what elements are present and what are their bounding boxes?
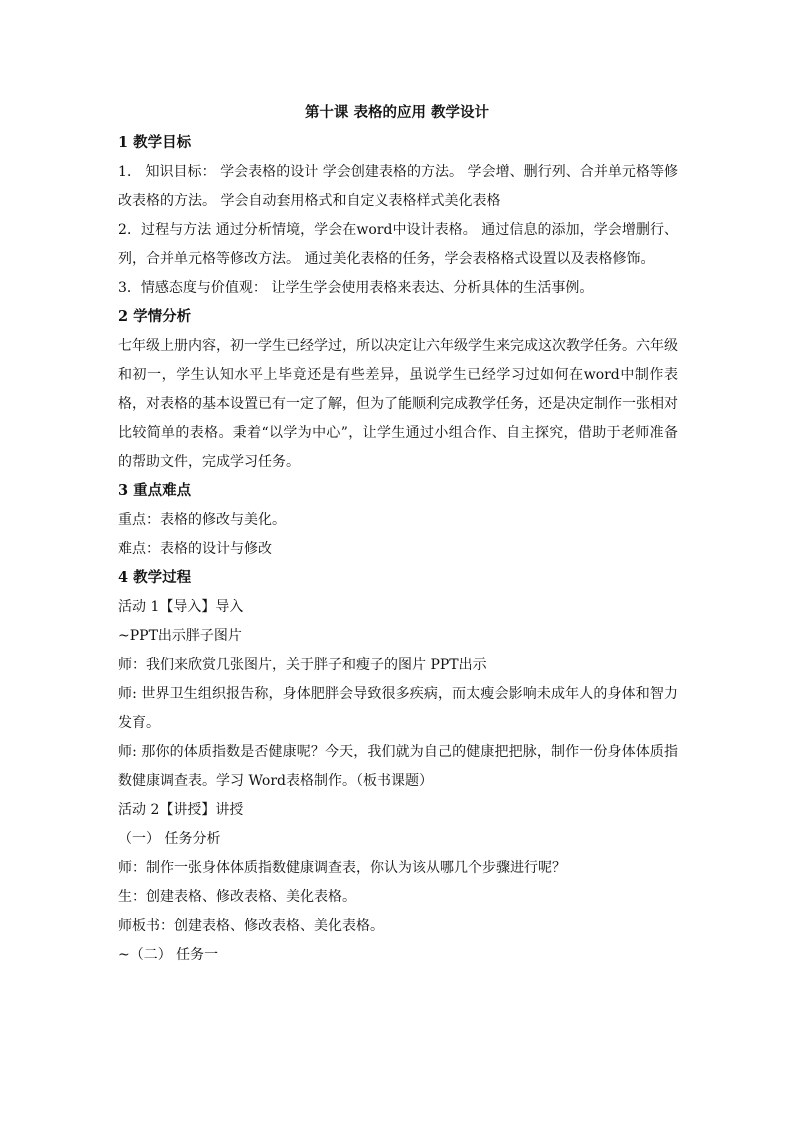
paragraph-ppt-show: ~PPT出示胖子图片 (118, 628, 242, 644)
paragraph-student-answer: 生：创建表格、修改表格、美化表格。 (118, 889, 356, 905)
section-heading-objectives: 1 教学目标 (118, 134, 192, 151)
paragraph-key-point: 重点：表格的修改与美化。 (118, 512, 286, 528)
paragraph-task-one: ~（二） 任务一 (118, 947, 219, 963)
paragraph-teacher-question: 师：制作一张身体体质指数健康调查表，你认为该从哪几个步骤进行呢？ (118, 860, 566, 876)
document-title: 第十课 表格的应用 教学设计 (304, 104, 490, 121)
paragraph-teacher-who: 师: 世界卫生组织报告称，身体肥胖会导致很多疾病，而太瘦会影响未成年人的身体和智力发育。 (118, 685, 678, 731)
paragraph-teacher-images: 师：我们来欣赏几张图片，关于胖子和瘦子的图片 PPT出示 (118, 657, 487, 673)
paragraph-activity-1: 活动 1【导入】导入 (118, 599, 244, 615)
paragraph-knowledge-goal: 1． 知识目标： 学会表格的设计 学会创建表格的方法。 学会增、删行列、合并单元格等修改表格的方法。 学会自动套用格式和自定义表格样式美化表格 (118, 163, 678, 209)
section-heading-teaching-process: 4 教学过程 (118, 569, 192, 586)
document-body (118, 133, 678, 974)
paragraph-activity-2: 活动 2【讲授】讲授 (118, 802, 244, 818)
paragraph-teacher-bmi: 师: 那你的体质指数是否健康呢？今天，我们就为自己的健康把把脉，制作一份身体体质指数健康调查表。学习 Word表格制作。（板书课题） (118, 743, 678, 789)
section-heading-student-analysis: 2 学情分析 (118, 308, 192, 325)
paragraph-process-method: 2．过程与方法 通过分析情境，学会在word中设计表格。 通过信息的添加，学会增删行、列，合并单元格等修改方法。 通过美化表格的任务，学会表格格式设置以及表格修饰。 (118, 221, 678, 267)
paragraph-difficulty: 难点：表格的设计与修改 (118, 541, 272, 557)
section-heading-key-points: 3 重点难点 (118, 482, 192, 499)
paragraph-student-analysis: 七年级上册内容，初一学生已经学过，所以决定让六年级学生来完成这次教学任务。六年级和初一，学生认知水平上毕竟还是有些差异，虽说学生已经学习过如何在word中制作表格，对表格的基本设置已有一定了解，但为了能顺利完成教学任务，还是决定制作一张相对比较简单的表格。秉着“以学为中心”，让学生通过小组合作、自主探究，借助于老师准备的帮助文件，完成学习任务。 (118, 337, 678, 470)
paragraph-teacher-board: 师板书：创建表格、修改表格、美化表格。 (118, 918, 384, 934)
paragraph-attitude-values: 3．情感态度与价值观： 让学生学会使用表格来表达、分析具体的生活事例。 (118, 280, 594, 296)
paragraph-task-analysis: （一） 任务分析 (118, 831, 221, 847)
